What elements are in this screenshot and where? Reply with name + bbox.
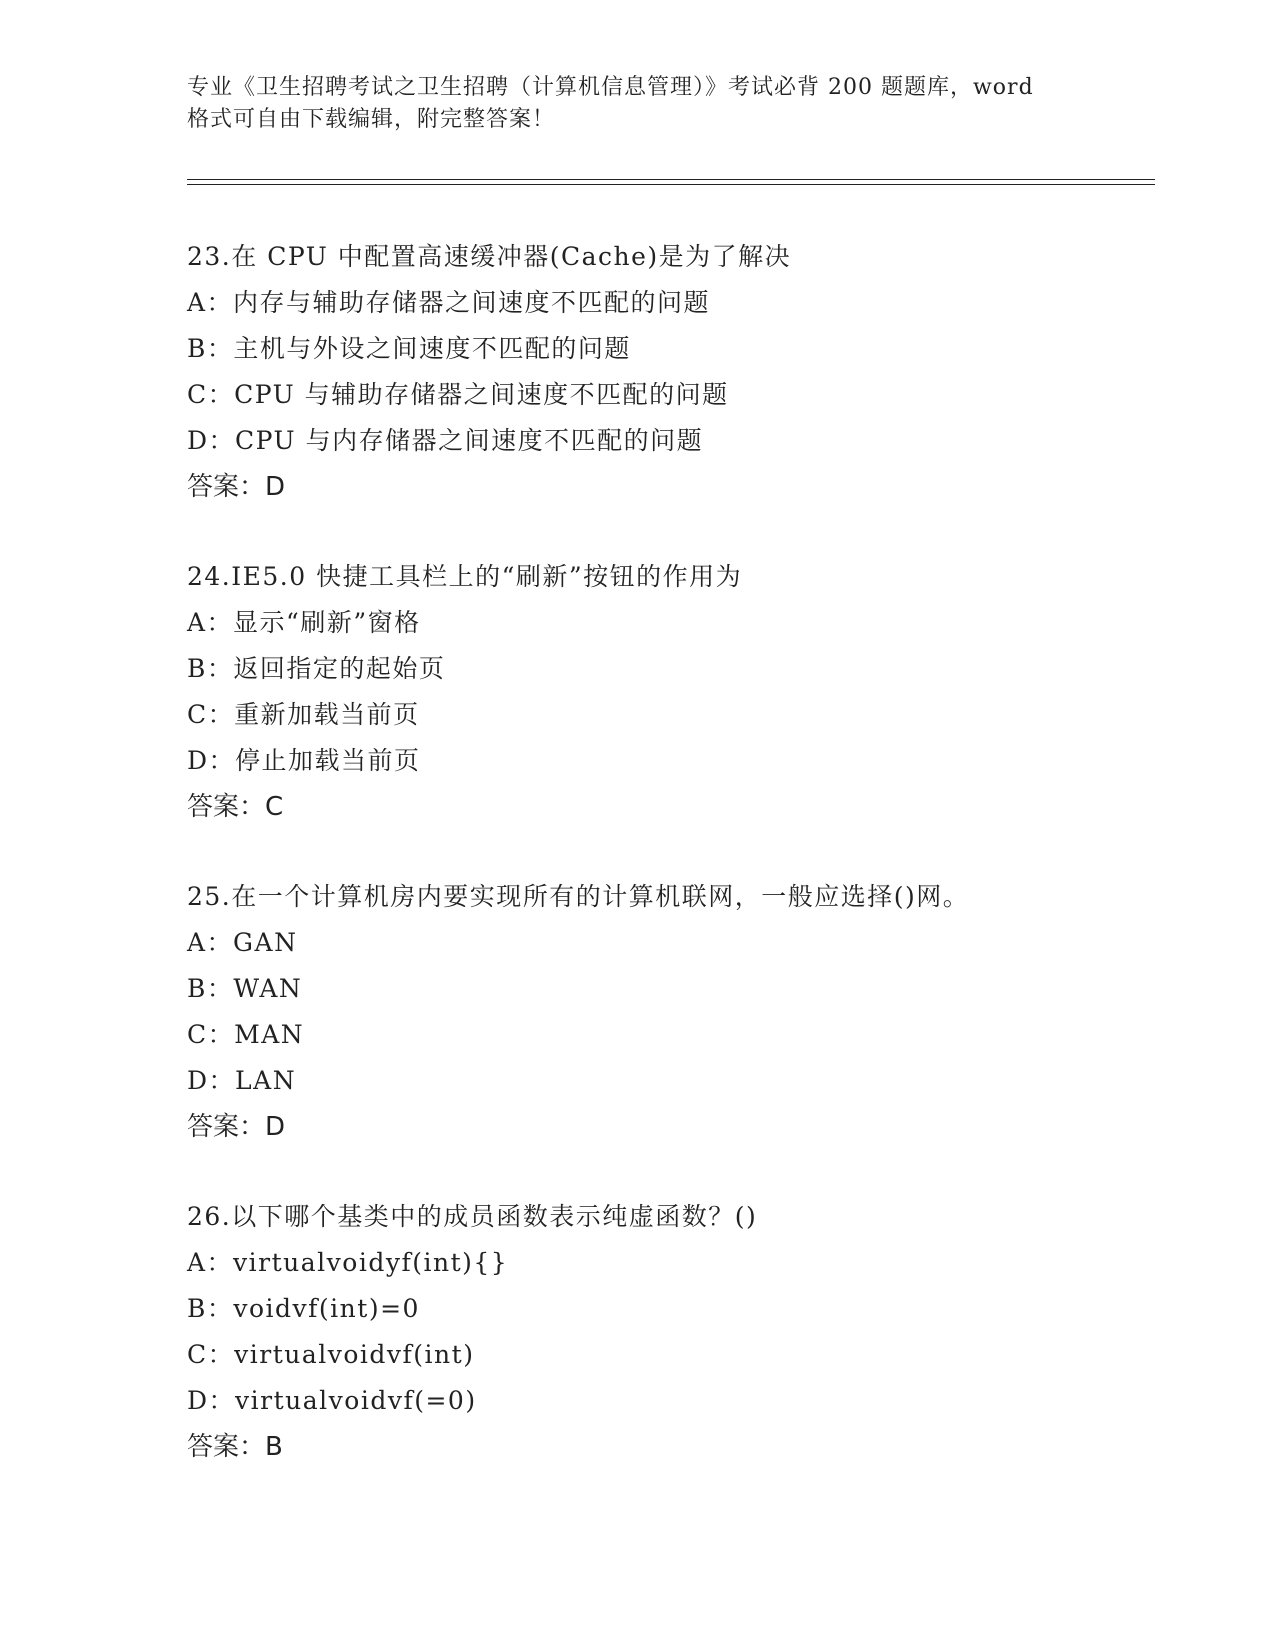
header-divider-bottom	[187, 184, 1155, 185]
question-stem: 23.在 CPU 中配置高速缓冲器(Cache)是为了解决	[187, 242, 792, 271]
question-stem: 24.IE5.0 快捷工具栏上的“刷新”按钮的作用为	[187, 562, 743, 591]
question-stem: 26.以下哪个基类中的成员函数表示纯虚函数？()	[187, 1202, 758, 1231]
option-b: B：WAN	[187, 974, 303, 1003]
option-a: A：内存与辅助存储器之间速度不匹配的问题	[187, 288, 711, 317]
answer-text: 答案：D	[187, 472, 286, 502]
option-d: D：CPU 与内存储器之间速度不匹配的问题	[187, 426, 704, 455]
option-b: B：返回指定的起始页	[187, 654, 446, 683]
option-c: C：CPU 与辅助存储器之间速度不匹配的问题	[187, 380, 729, 409]
option-d: D：LAN	[187, 1066, 297, 1095]
option-a: A：显示“刷新”窗格	[187, 608, 421, 637]
header-line-1: 专业《卫生招聘考试之卫生招聘（计算机信息管理）》考试必背 200 题题库，word	[187, 75, 1034, 100]
option-a: A：GAN	[187, 928, 298, 957]
question-26	[187, 1194, 1187, 1470]
answer-text: 答案：B	[187, 1432, 283, 1462]
question-25	[187, 874, 1187, 1150]
option-c: C：重新加载当前页	[187, 700, 420, 729]
option-d: D：停止加载当前页	[187, 746, 421, 775]
answer-text: 答案：D	[187, 1112, 286, 1142]
option-b: B：voidvf(int)=0	[187, 1294, 420, 1323]
answer-text: 答案：C	[187, 792, 284, 822]
document-header	[187, 72, 1087, 136]
option-b: B：主机与外设之间速度不匹配的问题	[187, 334, 631, 363]
question-23	[187, 234, 1187, 510]
option-c: C：MAN	[187, 1020, 305, 1049]
header-line-2: 格式可自由下载编辑，附完整答案！	[187, 107, 556, 132]
option-a: A：virtualvoidyf(int){}	[187, 1248, 509, 1277]
header-divider-top	[187, 179, 1155, 180]
question-24	[187, 554, 1187, 830]
option-c: C：virtualvoidvf(int)	[187, 1340, 475, 1369]
option-d: D：virtualvoidvf(=0)	[187, 1386, 477, 1415]
question-stem: 25.在一个计算机房内要实现所有的计算机联网，一般应选择()网。	[187, 882, 970, 911]
